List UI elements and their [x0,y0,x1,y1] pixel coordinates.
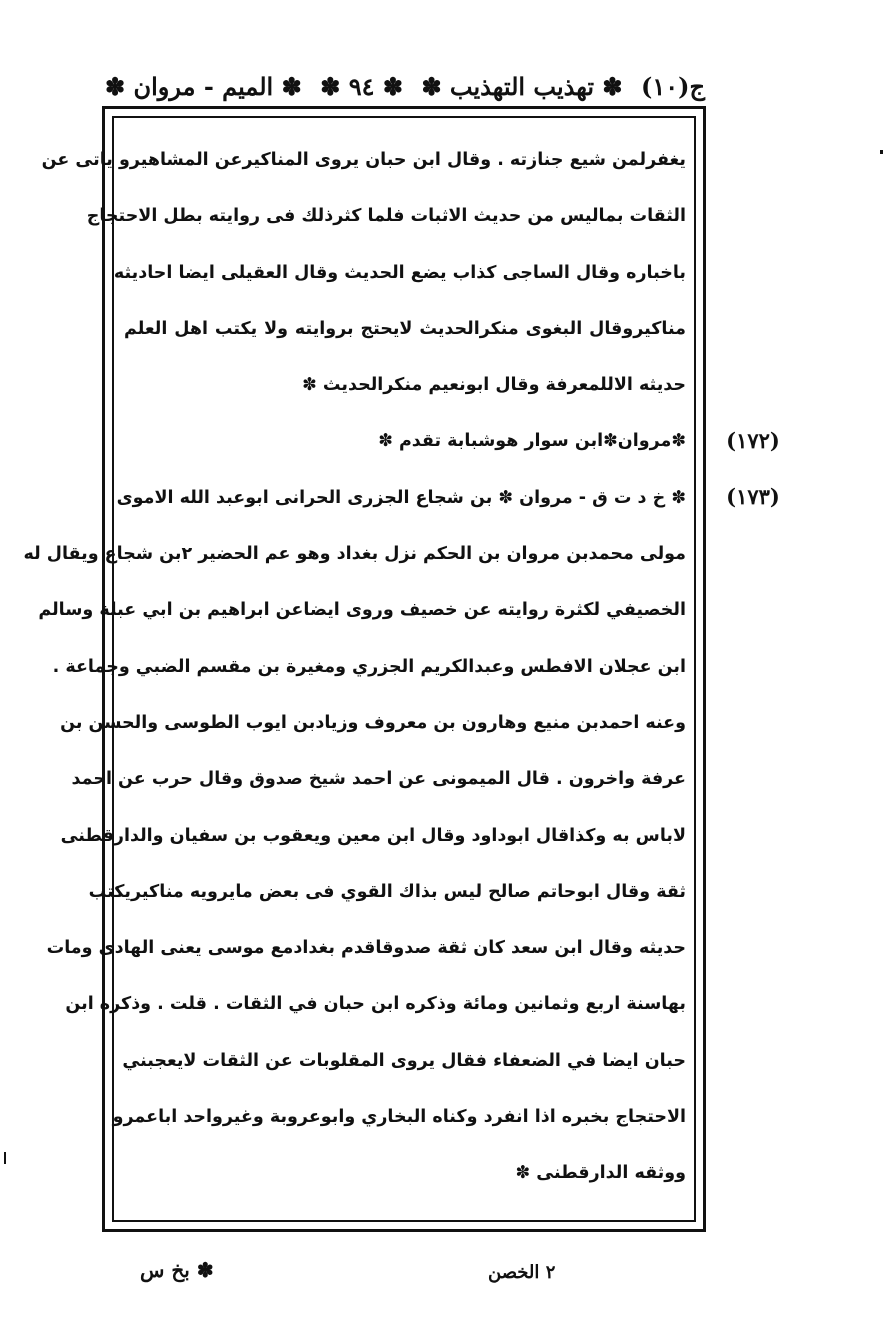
footnote: ٢ الخصن [488,1262,556,1283]
section-title: ✽ الميم - مروان ✽ [105,71,302,101]
text-line: ابن عجلان الافطس وعبدالكريم الجزري ومغيرة بن مقسم الضبي وجماعة . [52,656,686,677]
text-line: باخباره وقال الساجى كذاب يضع الحديث وقال العقيلى ايضا احاديثه [113,262,686,283]
text-line: الخصيفي لكثرة روايته عن خصيف وروى ايضاعن ابراهيم بن ابي عبلة وسالم [38,600,686,621]
footer-symbols: ✽ بخ س [140,1258,214,1282]
entry-heading-marwan-ibn-sawwar: ✽مروان✽ابن سوار هوشبابة تقدم ✽ [378,431,686,452]
text-body [23,132,686,1202]
text-line: لاباس به وكذاقال ابوداود وقال ابن معين ويعقوب بن سفيان والدارقطنى [60,825,686,846]
text-line: حبان ايضا في الضعفاء فقال يروى المقلوبات عن الثقات لايعجبني [122,1050,686,1071]
page-header [105,64,705,108]
text-line: مناكيروقال البغوى منكرالحديث لايحتج بروايته ولا يكتب اهل العلم [124,318,686,339]
text-line: الاحتجاج بخبره اذا انفرد وكناه البخاري وابوعروبة وغيرواحد اباعمرو [112,1107,686,1128]
text-line: ثقة وقال ابوحاتم صالح ليس بذاك القوي فى بعض مايرويه مناكيريكتب [88,881,686,902]
scan-mark [880,150,883,154]
entry-number-173: (١٧٣) [726,484,780,509]
text-line: عرفة واخرون . قال الميمونى عن احمد شيخ صدوق وقال حرب عن احمد [71,769,686,790]
entry-number-172: (١٧٢) [726,428,780,453]
text-line: يغفرلمن شيع جنازته . وقال ابن حبان يروى المناكيرعن المشاهيرو ياتى عن [41,150,686,170]
text-line: وعنه احمدبن منيع وهارون بن معروف وزيادبن ايوب الطوسى والحسن بن [60,712,686,733]
entry-heading-marwan-ibn-shuja: ✽ خ د ت ق - مروان ✽ بن شجاع الجزرى الحرانى ابوعبد الله الاموى [116,487,686,508]
text-line: ووثقه الدارقطنى ✽ [515,1163,686,1184]
book-title: ✽ تهذيب التهذيب ✽ [421,71,623,101]
volume-label: ج(١٠) [641,71,705,101]
text-line: حديثه الاللمعرفة وقال ابونعيم منكرالحديث ✽ [302,375,686,396]
text-line: مولى محمدبن مروان بن الحكم نزل بغداد وهو عم الحضير ٢بن شجاع ويقال له [23,544,686,565]
text-line: حديثه وقال ابن سعد كان ثقة صدوقاقدم بغدادمع موسى يعنى الهادى ومات [46,938,686,959]
page-number: ✽ ٩٤ ✽ [320,71,403,101]
text-line: بهاسنة اربع وثمانين ومائة وذكره ابن حبان في الثقات . قلت . وذكره ابن [65,994,686,1015]
text-line: الثقات بماليس من حديث الاثبات فلما كثرذلك فى روايته بطل الاحتجاج [86,206,686,227]
scan-mark [4,1152,6,1164]
